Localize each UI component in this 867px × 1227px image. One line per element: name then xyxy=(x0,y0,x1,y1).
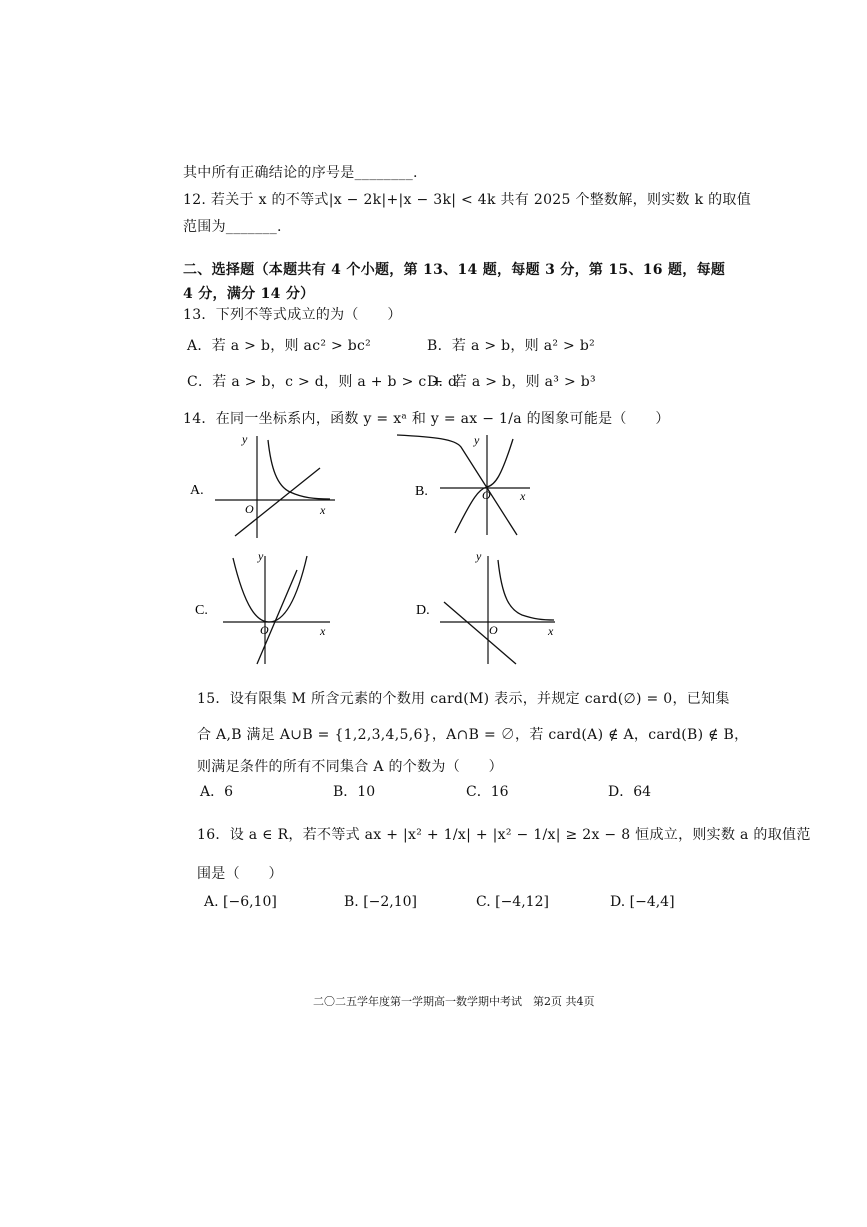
q13-option-c: C．若 a > b，c > d，则 a + b > c + d xyxy=(187,374,458,390)
q16-option-a: A. [−6,10] xyxy=(204,894,277,910)
svg-text:B.: B. xyxy=(415,484,428,499)
svg-text:y: y xyxy=(476,549,482,563)
q14-figure-a xyxy=(185,428,345,543)
q13-stem: 13．下列不等式成立的为（ ） xyxy=(183,307,402,323)
figure-a-label: A. xyxy=(190,483,204,498)
svg-text:O: O xyxy=(482,488,491,502)
q13-option-d: D．若 a > b，则 a³ > b³ xyxy=(427,374,596,390)
svg-text:x: x xyxy=(320,624,326,638)
q13-option-b: B．若 a > b，则 a² > b² xyxy=(427,338,595,354)
q14-figure-d xyxy=(410,548,560,668)
svg-text:D.: D. xyxy=(416,603,430,618)
q16-stem: 16．设 a ∈ R，若不等式 ax + |x² + 1/x| + |x² − 1/x| ≥ 2x − 8 恒成立，则实数 a 的取值范 xyxy=(197,827,811,843)
section-2-heading: 二、选择题（本题共有 4 个小题，第 13、14 题，每题 3 分，第 15、16 题，每题 xyxy=(183,262,726,278)
q12-text: 12. 若关于 x 的不等式|x − 2k|+|x − 3k| < 4k 共有 2025 个整数解，则实数 k 的取值 xyxy=(183,192,752,208)
svg-text:y: y xyxy=(258,549,264,563)
q16-stem-cont: 围是（ ） xyxy=(197,866,283,882)
q14-figure-c xyxy=(185,548,345,668)
q16-option-d: D. [−4,4] xyxy=(610,894,675,910)
q13-option-a: A．若 a > b，则 ac² > bc² xyxy=(187,338,372,354)
svg-text:y: y xyxy=(474,433,480,447)
q15-option-c: C．16 xyxy=(466,784,509,800)
q16-option-c: C. [−4,12] xyxy=(476,894,549,910)
q12-text-cont: 范围为_______. xyxy=(183,219,282,235)
q15-option-a: A．6 xyxy=(200,784,234,800)
q16-option-b: B. [−2,10] xyxy=(344,894,418,910)
section-2-heading-cont: 4 分，满分 14 分） xyxy=(183,286,315,302)
page-footer: 二〇二五学年度第一学期高一数学期中考试 第2页 共4页 xyxy=(313,995,595,1008)
q15-stem-cont: 合 A,B 满足 A∪B = {1,2,3,4,5,6}，A∩B = ∅，若 card(A) ∉ A，card(B) ∉ B， xyxy=(197,727,749,743)
q15-stem-cont2: 则满足条件的所有不同集合 A 的个数为（ ） xyxy=(197,759,503,775)
svg-text:O: O xyxy=(489,623,498,637)
svg-text:x: x xyxy=(520,489,526,503)
svg-text:x: x xyxy=(320,503,326,517)
q14-figure-b xyxy=(395,425,545,540)
q15-option-b: B．10 xyxy=(333,784,376,800)
svg-text:x: x xyxy=(548,624,554,638)
svg-text:O: O xyxy=(245,502,254,516)
svg-text:C.: C. xyxy=(195,603,208,618)
svg-text:y: y xyxy=(242,432,248,446)
q15-stem: 15．设有限集 M 所含元素的个数用 card(M) 表示，并规定 card(∅) = 0，已知集 xyxy=(197,691,730,707)
q14-stem: 14．在同一坐标系内，函数 y = xᵃ 和 y = ax − 1/a 的图象可能是（ ） xyxy=(183,411,670,427)
q11-answer-line: 其中所有正确结论的序号是________. xyxy=(183,165,418,181)
svg-text:O: O xyxy=(260,623,269,637)
q15-option-d: D．64 xyxy=(608,784,652,800)
